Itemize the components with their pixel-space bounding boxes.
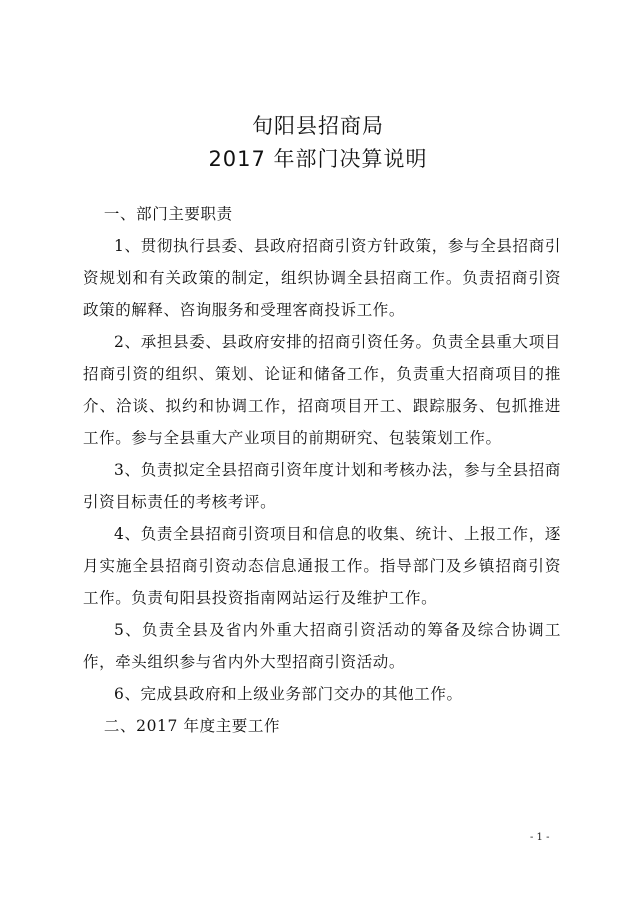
document-subtitle: 2017 年部门决算说明 — [208, 147, 428, 171]
paragraph-duty-3: 3、负责拟定全县招商引资年度计划和考核办法，参与全县招商引资目标责任的考核考评。 — [83, 461, 561, 511]
page-number: - 1 - — [530, 832, 550, 843]
document-title: 旬阳县招商局 — [252, 114, 384, 138]
paragraph-duty-6: 6、完成县政府和上级业务部门交办的其他工作。 — [114, 685, 463, 703]
paragraph-duty-5: 5、负责全县及省内外重大招商引资活动的筹备及综合协调工作，牵头组织参与省内外大型招商引资活动。 — [83, 621, 561, 671]
paragraph-duty-2: 2、承担县委、县政府安排的招商引资任务。负责全县重大项目招商引资的组织、策划、论证和储备工作，负责重大招商项目的推介、洽谈、拟约和协调工作，招商项目开工、跟踪服务、包抓推进工作。参与全县重大产业项目的前期研究、包装策划工作。 — [83, 333, 561, 447]
document-body — [83, 198, 561, 742]
paragraph-duty-1: 1、贯彻执行县委、县政府招商引资方针政策，参与全县招商引资规划和有关政策的制定，组织协调全县招商工作。负责招商引资政策的解释、咨询服务和受理客商投诉工作。 — [83, 237, 561, 319]
section-heading-duties: 一、部门主要职责 — [103, 205, 233, 223]
section-heading-work: 二、2017 年度主要工作 — [103, 717, 281, 735]
paragraph-duty-4: 4、负责全县招商引资项目和信息的收集、统计、上报工作，逐月实施全县招商引资动态信息通报工作。指导部门及乡镇招商引资工作。负责旬阳县投资指南网站运行及维护工作。 — [83, 525, 561, 607]
